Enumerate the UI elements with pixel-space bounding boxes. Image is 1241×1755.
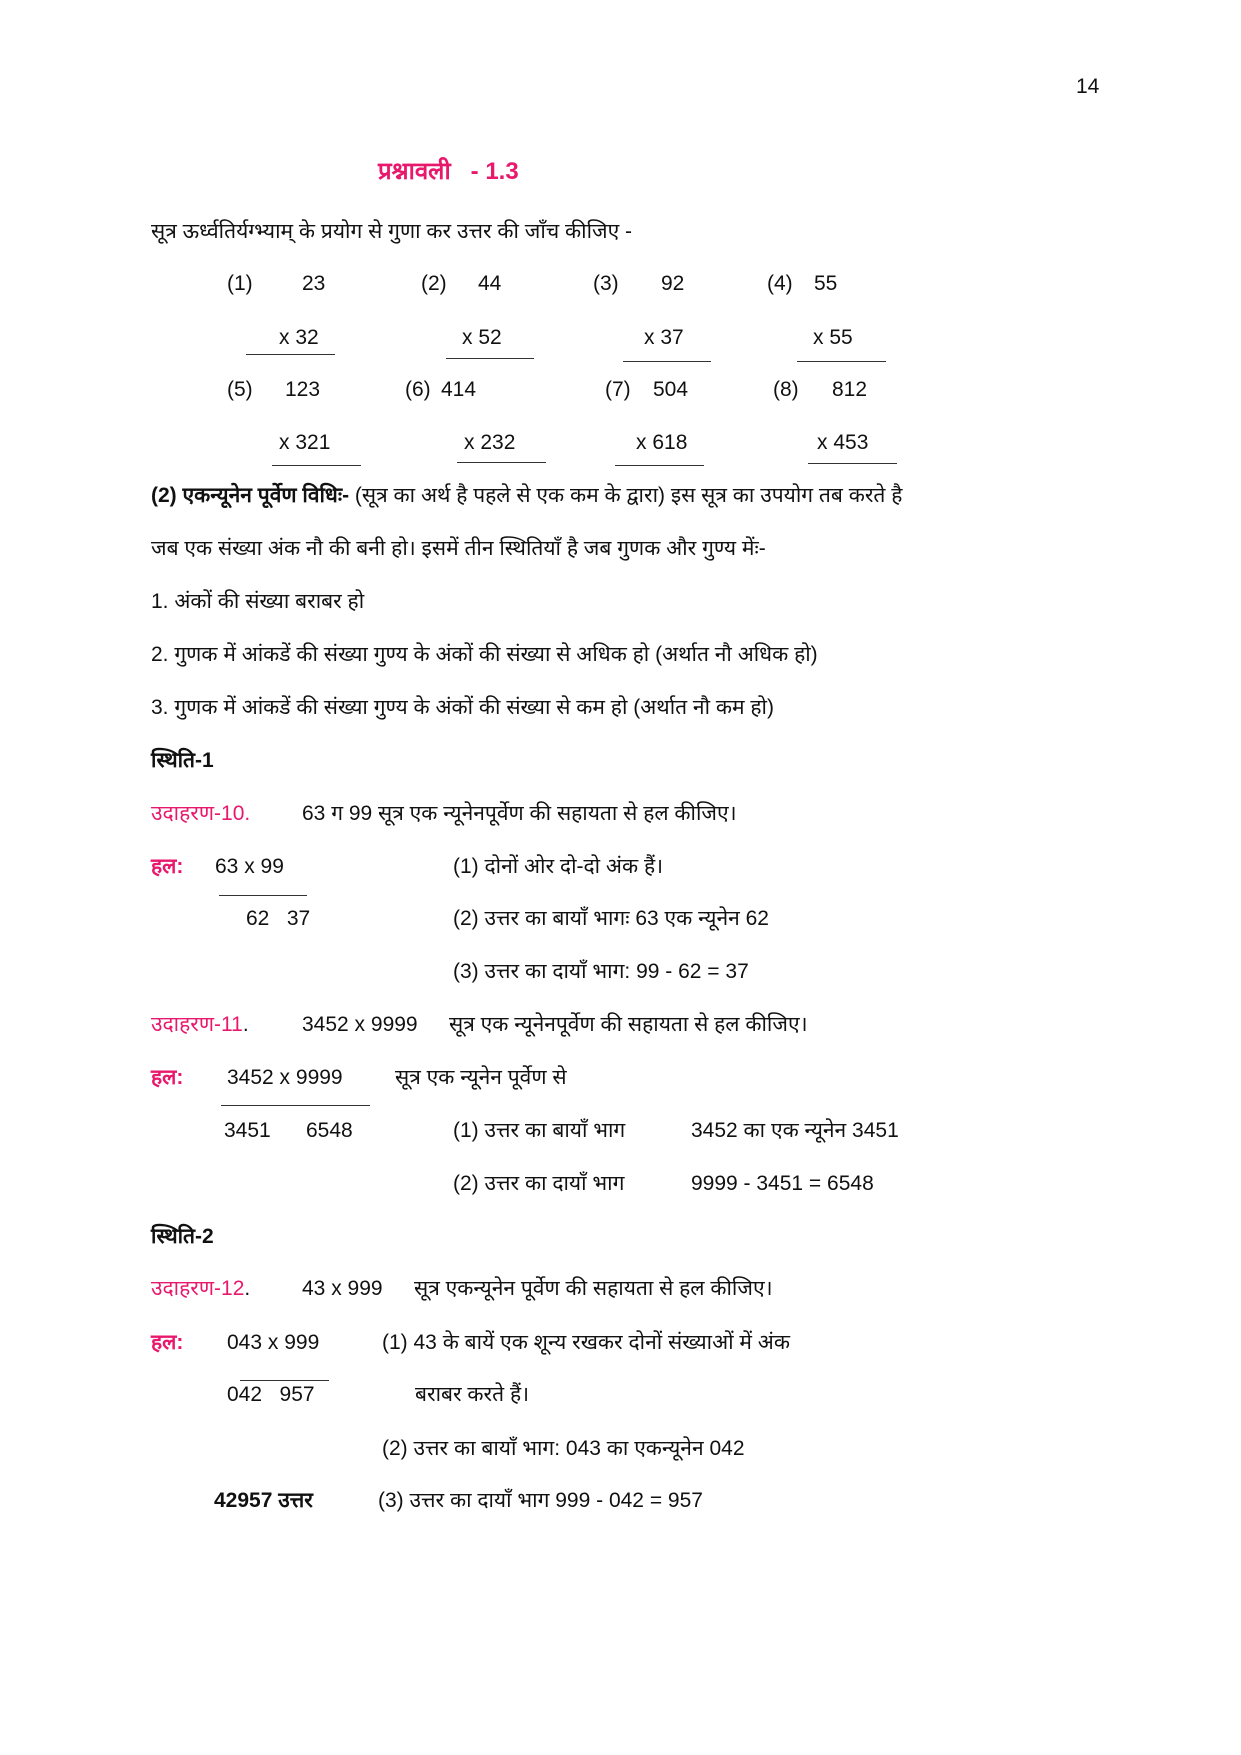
- result-line: [797, 361, 886, 362]
- step-label: (1) उत्तर का बायाँ भाग: [453, 1119, 626, 1142]
- solution-label: हल:: [151, 855, 184, 878]
- result-left: 3451: [224, 1119, 271, 1142]
- case-item: 1. अंकों की संख्या बराबर हो: [151, 590, 365, 613]
- result-line: [808, 463, 897, 464]
- final-answer: 42957 उत्तर: [214, 1489, 313, 1512]
- multiplier: x 37: [644, 326, 684, 349]
- multiplicand: 414: [441, 378, 477, 401]
- case-item: 2. गुणक में आंकडें की संख्या गुण्य के अंकों की संख्या से अधिक हो (अर्थात नौ अधिक हो): [151, 643, 818, 666]
- step: (1) 43 के बायें एक शून्य रखकर दोनों संख्याओं में अंक: [382, 1331, 790, 1354]
- work: 043 x 999: [227, 1331, 320, 1354]
- result-right: 6548: [306, 1119, 353, 1142]
- exercise-number: (4): [767, 272, 793, 295]
- work: 63 x 99: [215, 855, 284, 878]
- step-value: 9999 - 3451 = 6548: [691, 1172, 874, 1195]
- multiplier: x 232: [464, 431, 516, 454]
- situation-heading: स्थिति-2: [151, 1225, 214, 1248]
- exercise-number: (5): [227, 378, 253, 401]
- multiplier: x 55: [813, 326, 853, 349]
- example-label: उदाहरण-12.: [151, 1277, 251, 1300]
- method-text: (सूत्र का अर्थ है पहले से एक कम के द्वारा) इस सूत्र का उपयोग तब करते है: [349, 484, 903, 507]
- example-question: सूत्र एक न्यूनेनपूर्वेण की सहायता से हल कीजिए।: [449, 1013, 808, 1036]
- multiplicand: 23: [302, 272, 326, 295]
- example-question: सूत्र एकन्यूनेन पूर्वेण की सहायता से हल कीजिए।: [414, 1277, 773, 1300]
- step: (3) उत्तर का दायाँ भाग 999 - 042 = 957: [378, 1489, 703, 1512]
- multiplicand: 92: [661, 272, 685, 295]
- step: (1) दोनों ओर दो-दो अंक हैं।: [453, 855, 664, 878]
- step: (2) उत्तर का बायाँ भागः 63 एक न्यूनेन 62: [453, 907, 769, 930]
- example-numbers: 43 x 999: [302, 1277, 383, 1300]
- multiplicand: 504: [653, 378, 689, 401]
- situation-heading: स्थिति-1: [151, 749, 214, 772]
- result-line: [615, 465, 704, 466]
- exercise-number: (8): [773, 378, 799, 401]
- result-line: [457, 462, 546, 463]
- exercise-number: (7): [605, 378, 631, 401]
- exercise-number: (1): [227, 272, 253, 295]
- method-heading: (2) एकन्यूनेन पूर्वेण विधिः-: [151, 484, 350, 507]
- multiplier: x 32: [279, 326, 319, 349]
- multiplier: x 618: [636, 431, 688, 454]
- multiplier: x 321: [279, 431, 331, 454]
- multiplicand: 55: [814, 272, 838, 295]
- method-text: जब एक संख्या अंक नौ की बनी हो। इसमें तीन स्थितियाँ है जब गुणक और गुण्य मेंः-: [151, 537, 766, 560]
- example-numbers: 3452 x 9999: [302, 1013, 418, 1036]
- result-line: [246, 354, 335, 355]
- multiplicand: 44: [478, 272, 502, 295]
- step-label: (2) उत्तर का दायाँ भाग: [453, 1172, 625, 1195]
- multiplier: x 453: [817, 431, 869, 454]
- multiplier: x 52: [462, 326, 502, 349]
- exercise-number: (2): [421, 272, 447, 295]
- result-line: [240, 1380, 329, 1381]
- solution-label: हल:: [151, 1066, 184, 1089]
- work: 3452 x 9999: [227, 1066, 343, 1089]
- exercise-number: (6): [405, 378, 431, 401]
- case-item: 3. गुणक में आंकडें की संख्या गुण्य के अंकों की संख्या से कम हो (अर्थात नौ कम हो): [151, 696, 774, 719]
- example-question: 63 ग 99 सूत्र एक न्यूनेनपूर्वेण की सहायता से हल कीजिए।: [302, 802, 737, 825]
- multiplicand: 123: [285, 378, 321, 401]
- method-paragraph: [151, 483, 902, 509]
- step: (2) उत्तर का बायाँ भाग: 043 का एकन्यूनेन 042: [382, 1437, 745, 1460]
- work-note: सूत्र एक न्यूनेन पूर्वेण से: [395, 1066, 567, 1089]
- result-line: [272, 465, 361, 466]
- page-number: 14: [1076, 75, 1100, 98]
- exercise-number: (3): [593, 272, 619, 295]
- solution-label: हल:: [151, 1331, 184, 1354]
- example-label: उदाहरण-11.: [151, 1013, 249, 1036]
- result-line: [446, 358, 534, 359]
- step: बराबर करते हैं।: [415, 1383, 530, 1406]
- step: (3) उत्तर का दायाँ भाग: 99 - 62 = 37: [453, 960, 749, 983]
- result-line: [221, 1105, 370, 1106]
- multiplicand: 812: [832, 378, 868, 401]
- result: 042 957: [227, 1383, 315, 1406]
- step-value: 3452 का एक न्यूनेन 3451: [691, 1119, 899, 1142]
- result-line: [219, 895, 307, 896]
- example-label: उदाहरण-10.: [151, 802, 251, 825]
- result: 62 37: [246, 907, 311, 930]
- instruction: सूत्र ऊर्ध्वतिर्यग्भ्याम् के प्रयोग से गुणा कर उत्तर की जाँच कीजिए -: [151, 220, 633, 243]
- exercise-title: प्रश्नावली - 1.3: [378, 158, 519, 185]
- result-line: [623, 361, 711, 362]
